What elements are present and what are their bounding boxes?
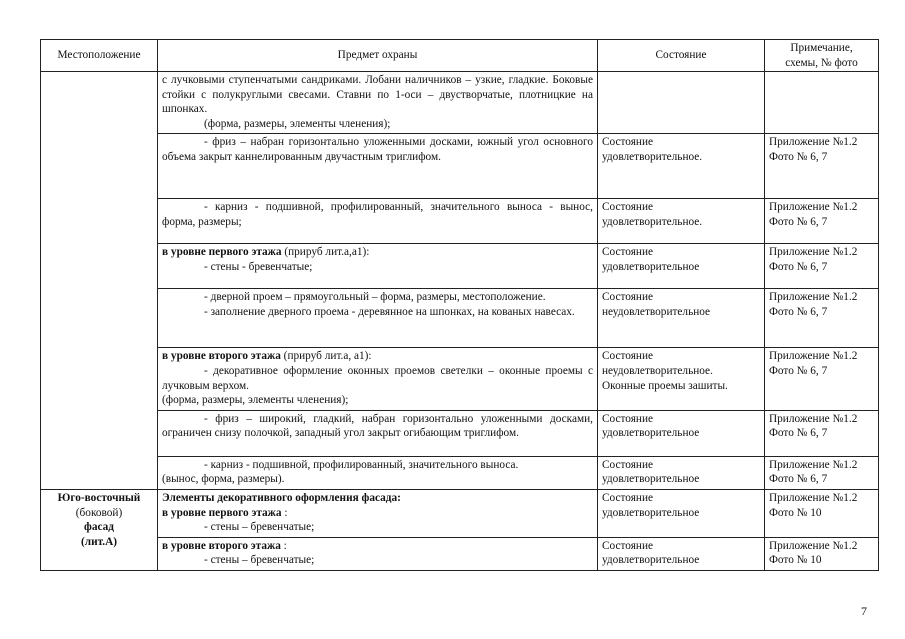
note-text: Приложение №1.2 <box>769 458 858 471</box>
note-cell <box>765 456 879 489</box>
state-text: удовлетворительное <box>602 427 700 440</box>
state-cell <box>598 199 765 244</box>
header-location: Местоположение <box>41 40 158 72</box>
note-text: Фото № 6, 7 <box>769 364 828 377</box>
state-cell <box>598 456 765 489</box>
subject-rest: (прируб лит.а,а1): <box>281 246 370 259</box>
location-text: (лит.А) <box>80 535 118 548</box>
subject-rest: : <box>281 506 288 519</box>
note-text: Приложение №1.2 <box>769 350 858 363</box>
note-cell <box>765 244 879 289</box>
subject-cell <box>158 244 598 289</box>
note-text: Фото № 6, 7 <box>769 427 828 440</box>
subject-text: с лучковыми ступенчатыми сандриками. Лобани наличников – узкие, гладкие. Боковые стойки с полукруглыми свесами. Ставни по 1-оси – двустворчатые, плотницкие на шпонках. <box>162 74 593 116</box>
table-row <box>41 410 879 456</box>
header-state: Состояние <box>598 40 765 72</box>
note-text: Приложение №1.2 <box>769 291 858 304</box>
subject-cell <box>158 199 598 244</box>
subject-text: (форма, размеры, элементы членения); <box>204 117 391 130</box>
location-cell <box>41 489 158 570</box>
header-subject: Предмет охраны <box>158 40 598 72</box>
subject-text: - заполнение дверного проема - деревянное на шпонках, на кованых навесах. <box>204 305 575 318</box>
subject-bold: в уровне первого этажа <box>162 506 282 519</box>
state-text: Оконные проемы зашиты. <box>602 379 728 392</box>
note-text: Фото № 10 <box>769 506 822 519</box>
subject-cell <box>158 537 598 570</box>
note-cell <box>765 134 879 199</box>
subject-text: (вынос, форма, размеры). <box>162 473 285 486</box>
subject-rest: (прируб лит.а, а1): <box>280 350 372 363</box>
state-cell <box>598 72 765 134</box>
note-text: Приложение №1.2 <box>769 201 858 214</box>
subject-text: - карниз - подшивной, профилированный, значительного выноса. <box>204 458 519 471</box>
note-text: Фото № 6, 7 <box>769 150 828 163</box>
header-note-line1: Примечание, <box>790 41 853 54</box>
note-text: Приложение №1.2 <box>769 491 858 504</box>
subject-rest: : <box>280 539 287 552</box>
table-row <box>41 72 879 134</box>
note-cell <box>765 489 879 537</box>
note-cell <box>765 537 879 570</box>
subject-cell <box>158 72 598 134</box>
state-text: Состояние <box>602 412 654 425</box>
note-text: Приложение №1.2 <box>769 539 858 552</box>
note-text: Приложение №1.2 <box>769 412 858 425</box>
note-text: Фото № 6, 7 <box>769 215 828 228</box>
table-row <box>41 134 879 199</box>
location-cell-empty <box>41 72 158 490</box>
subject-text: - декоративное оформление оконных проемов светелки – оконные проемы с лучковым верхом. <box>162 364 593 392</box>
note-cell <box>765 199 879 244</box>
subject-text: (форма, размеры, элементы членения); <box>162 394 349 407</box>
table-row <box>41 489 879 537</box>
table-row <box>41 199 879 244</box>
subject-text: - карниз - подшивной, профилированный, значительного выноса - вынос, форма, размеры; <box>162 201 593 228</box>
table-row <box>41 537 879 570</box>
subject-cell <box>158 456 598 489</box>
subject-text: - фриз – широкий, гладкий, набран горизонтально уложенными досками, ограничен снизу полочкой, западный угол закрыт огибающим триглифом. <box>162 412 593 440</box>
location-text: Юго-восточный <box>57 491 141 504</box>
subject-text <box>162 506 593 521</box>
subject-text: - стены - бревенчатые; <box>204 260 313 273</box>
note-text: Фото № 6, 7 <box>769 473 828 486</box>
header-note <box>765 40 879 72</box>
subject-cell <box>158 489 598 537</box>
state-text: Состояние <box>602 491 654 504</box>
state-cell <box>598 244 765 289</box>
note-cell <box>765 72 879 134</box>
state-text: Состояние <box>602 201 654 214</box>
state-text: удовлетворительное <box>602 260 700 273</box>
location-bold: фасад <box>84 521 114 534</box>
state-text: удовлетворительное. <box>602 215 703 228</box>
subject-cell <box>158 348 598 410</box>
state-cell <box>598 489 765 537</box>
subject-text <box>162 539 593 554</box>
state-text: Состояние <box>602 458 654 471</box>
state-text: удовлетворительное <box>602 554 700 567</box>
subject-text: - фриз – набран горизонтально уложенными досками, южный угол основного объема закрыт каннелированным двучастным триглифом. <box>162 136 593 163</box>
subject-cell <box>158 289 598 348</box>
subject-text: - стены – бревенчатые; <box>204 521 315 534</box>
table-row <box>41 348 879 410</box>
subject-cell <box>158 134 598 199</box>
note-text: Приложение №1.2 <box>769 246 858 259</box>
note-text: Фото № 6, 7 <box>769 260 828 273</box>
subject-bold: в уровне первого этажа <box>162 246 282 259</box>
location-plain: (боковой) <box>75 506 123 519</box>
state-cell <box>598 134 765 199</box>
state-text: удовлетворительное <box>602 506 700 519</box>
note-text: Фото № 10 <box>769 554 822 567</box>
subject-text: - дверной проем – прямоугольный – форма, размеры, местоположение. <box>204 291 546 304</box>
note-text: Приложение №1.2 <box>769 136 858 149</box>
location-text <box>45 506 153 535</box>
subject-text <box>162 245 593 260</box>
state-text: удовлетворительное <box>602 473 700 486</box>
table-row <box>41 456 879 489</box>
state-text: Состояние <box>602 246 654 259</box>
state-text: неудовлетворительное <box>602 305 711 318</box>
subject-bold: в уровне второго этажа <box>162 539 281 552</box>
state-cell <box>598 537 765 570</box>
subject-text: - стены – бревенчатые; <box>204 554 315 567</box>
page-number: 7 <box>861 604 867 618</box>
subject-bold: Элементы декоративного оформления фасада: <box>162 491 401 504</box>
table-row <box>41 289 879 348</box>
state-cell <box>598 410 765 456</box>
state-text: неудовлетворительное. <box>602 364 713 377</box>
subject-cell <box>158 410 598 456</box>
state-text: удовлетворительное. <box>602 150 703 163</box>
table-header-row <box>41 40 879 72</box>
state-text: Состояние <box>602 350 654 363</box>
state-cell <box>598 348 765 410</box>
subject-bold: в уровне второго этажа <box>162 350 281 363</box>
state-text: Состояние <box>602 291 654 304</box>
table-row <box>41 244 879 289</box>
state-text: Состояние <box>602 136 654 149</box>
note-cell <box>765 348 879 410</box>
note-text: Фото № 6, 7 <box>769 305 828 318</box>
state-text: Состояние <box>602 539 654 552</box>
heritage-protection-table <box>40 39 879 571</box>
note-cell <box>765 289 879 348</box>
header-note-line2: схемы, № фото <box>785 56 858 69</box>
subject-text <box>162 349 593 364</box>
state-cell <box>598 289 765 348</box>
note-cell <box>765 410 879 456</box>
